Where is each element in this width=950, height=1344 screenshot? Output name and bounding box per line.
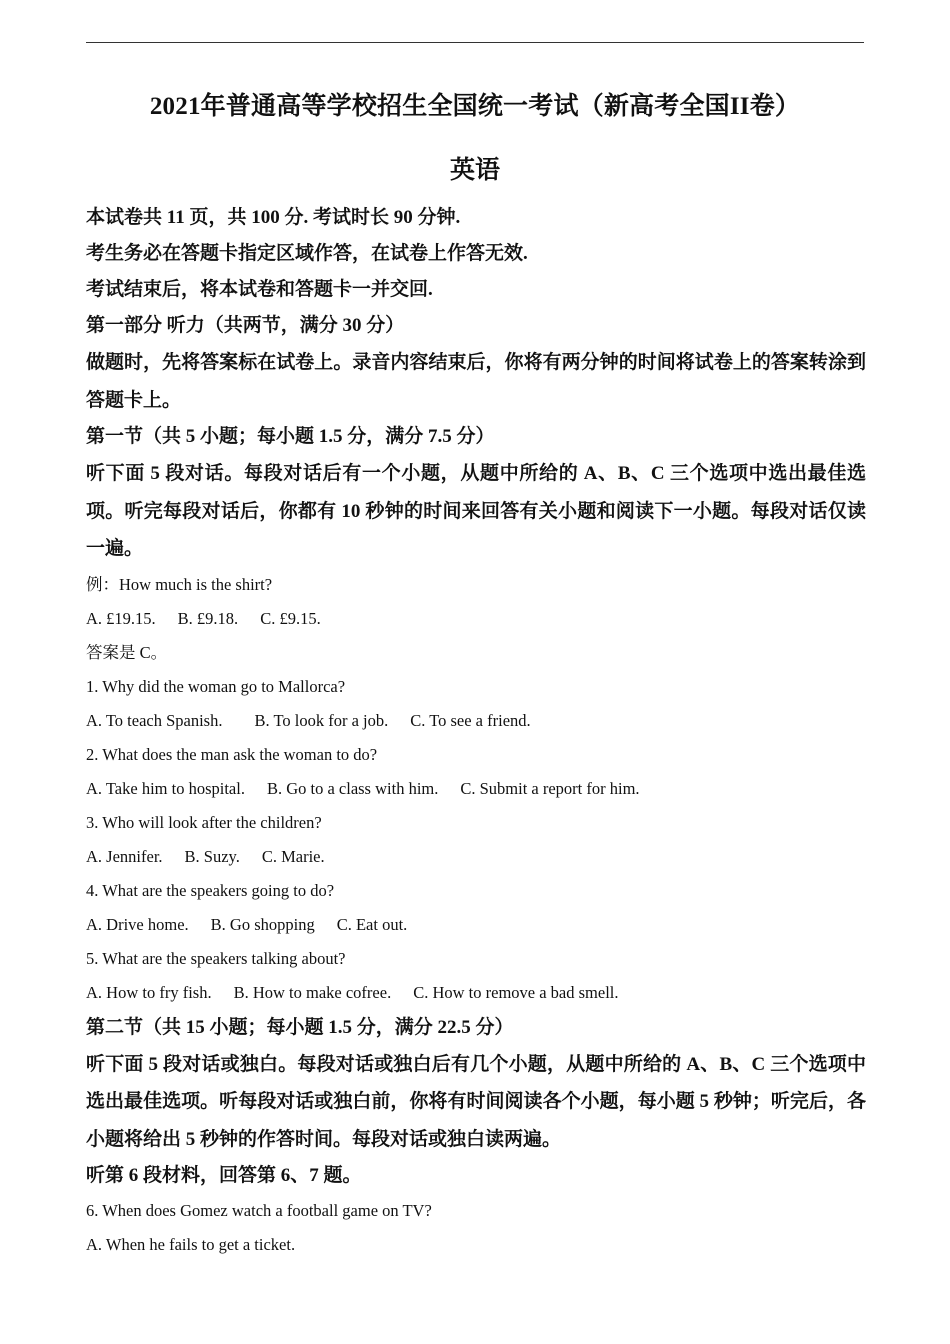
option-c: C. Submit a report for him.	[460, 778, 640, 798]
question-3-options	[86, 840, 866, 874]
question-4-options	[86, 908, 866, 942]
option-a: A. Take him to hospital.	[86, 778, 245, 798]
option-c: C. £9.15.	[260, 608, 321, 628]
section2-intro: 听下面 5 段对话或独白。每段对话或独白后有几个小题，从题中所给的 A、B、C 三个选项中选出最佳选项。听每段对话或独白前，你将有时间阅读各个小题，每小题 5 秒钟；听完后，各小题将给出 5 秒钟的作答时间。每段对话或独白读两遍。	[86, 1053, 866, 1150]
option-b: B. Go to a class with him.	[266, 778, 439, 798]
subject-heading: 英语	[449, 157, 500, 184]
option-a: A. £19.15.	[86, 608, 156, 628]
option-c: C. Marie.	[261, 846, 325, 866]
material-6-heading: 听第 6 段材料，回答第 6、7 题。	[86, 1165, 362, 1186]
option-a: A. To teach Spanish.	[86, 710, 223, 730]
section2-heading: 第二节（共 15 小题；每小题 1.5 分，满分 22.5 分）	[86, 1016, 514, 1038]
question-6-option-a: A. When he fails to get a ticket.	[86, 1235, 296, 1254]
option-a: A. How to fry fish.	[86, 982, 212, 1002]
instruction-line-2: 考生务必在答题卡指定区域作答，在试卷上作答无效.	[86, 243, 528, 264]
option-c: C. How to remove a bad smell.	[413, 982, 619, 1002]
part1-intro: 做题时，先将答案标在试卷上。录音内容结束后，你将有两分钟的时间将试卷上的答案转涂到答题卡上。	[86, 352, 866, 411]
instruction-line-3: 考试结束后，将本试卷和答题卡一并交回.	[86, 279, 433, 300]
question-4: 4. What are the speakers going to do?	[86, 880, 335, 900]
example-answer: 答案是 C。	[86, 642, 168, 662]
option-a: A. Drive home.	[86, 914, 189, 934]
question-3: 3. Who will look after the children?	[86, 812, 322, 832]
option-b: B. How to make cofree.	[233, 982, 392, 1002]
question-2: 2. What does the man ask the woman to do?	[86, 744, 378, 764]
question-5: 5. What are the speakers talking about?	[86, 948, 346, 968]
section1-intro: 听下面 5 段对话。每段对话后有一个小题，从题中所给的 A、B、C 三个选项中选出最佳选项。听完每段对话后，你都有 10 秒钟的时间来回答有关小题和阅读下一小题。每段对话仅读一遍。	[86, 463, 866, 559]
example-options	[86, 602, 866, 636]
instruction-line-1: 本试卷共 11 页，共 100 分. 考试时长 90 分钟.	[86, 207, 461, 228]
exam-content	[86, 200, 866, 1262]
question-5-options	[86, 976, 866, 1010]
option-b: B. £9.18.	[177, 608, 239, 628]
exam-title: 2021年普通高等学校招生全国统一考试（新高考全国II卷）	[149, 93, 801, 120]
question-2-options	[86, 772, 866, 806]
question-6: 6. When does Gomez watch a football game on TV?	[86, 1201, 432, 1220]
option-c: C. To see a friend.	[410, 710, 531, 730]
option-a: A. Jennifer.	[86, 846, 163, 866]
option-c: C. Eat out.	[336, 914, 408, 934]
part1-heading: 第一部分 听力（共两节，满分 30 分）	[86, 315, 405, 336]
option-b: B. Suzy.	[184, 846, 240, 866]
question-1-options	[86, 704, 866, 738]
section1-heading: 第一节（共 5 小题；每小题 1.5 分，满分 7.5 分）	[86, 426, 495, 447]
question-1: 1. Why did the woman go to Mallorca?	[86, 676, 346, 696]
header-rule	[86, 42, 864, 43]
example-question: 例：How much is the shirt?	[86, 574, 273, 594]
option-b: B. To look for a job.	[254, 710, 389, 730]
option-b: B. Go shopping	[210, 914, 315, 934]
